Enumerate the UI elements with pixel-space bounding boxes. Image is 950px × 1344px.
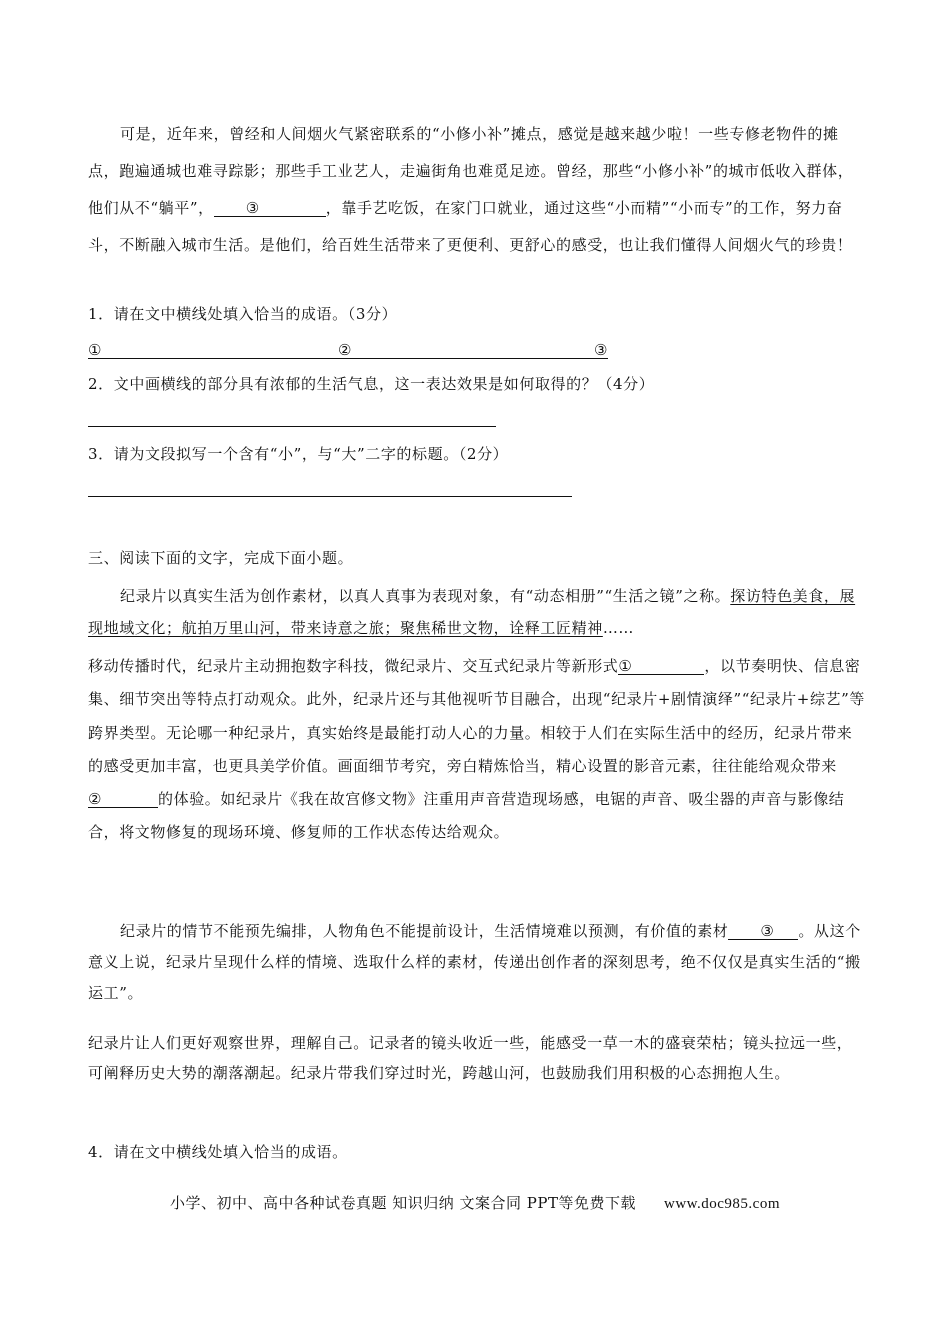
blank-number: ③ bbox=[760, 922, 775, 940]
section-3-blank-2[interactable] bbox=[88, 791, 158, 808]
passage-1 bbox=[88, 116, 866, 264]
section-3-blank-1[interactable] bbox=[618, 658, 704, 675]
section-3-paragraph-4 bbox=[88, 1028, 866, 1088]
question-1-answer-row bbox=[88, 340, 866, 360]
passage-1-text-a: 可是，近年来，曾经和人间烟火气紧密联系的“小修小补”摊点，感觉是越来越少啦！一些专修老物件的摊点，跑遍通城也难寻踪影；那些手工业艺人，走遍街角也难觅足迹。曾经，那些“小修小补”的城市低收入群体，他们从不“躺平”， bbox=[88, 125, 854, 217]
question-4 bbox=[88, 1142, 866, 1162]
paragraph-text: 。从这个意义上说，纪录片呈现什么样的情境、选取什么样的素材，传递出创作者的深刻思考，绝不仅仅是真实生活的“搬运工”。 bbox=[88, 922, 861, 1002]
question-3-text: 3．请为文段拟写一个含有“小”，与“大”二字的标题。（2分） bbox=[88, 445, 509, 463]
question-2-text: 2．文中画横线的部分具有浓郁的生活气息，这一表达效果是如何取得的？（4分） bbox=[88, 375, 655, 393]
paragraph-text: 纪录片以真实生活为创作素材，以真人真事为表现对象，有“动态相册”“生活之镜”之称。 bbox=[120, 587, 731, 605]
answer-blank-3[interactable] bbox=[594, 342, 608, 359]
passage-1-blank-3[interactable] bbox=[214, 200, 326, 217]
question-2-answer-line[interactable] bbox=[88, 426, 496, 427]
question-3 bbox=[88, 444, 866, 464]
paragraph-text: 纪录片让人们更好观察世界，理解自己。记录者的镜头收近一些，能感受一草一木的盛衰荣枯；镜头拉远一些，可阐释历史大势的潮落潮起。纪录片带我们穿过时光，跨越山河，也鼓励我们用积极的心态拥抱人生。 bbox=[88, 1034, 853, 1082]
question-3-answer-line[interactable] bbox=[88, 496, 572, 497]
underlined-passage: 探访特色美食，展现地域文化；航拍万里山河，带来诗意之旅；聚焦稀世文物，诠释工匠精神 bbox=[88, 587, 856, 637]
question-2 bbox=[88, 374, 866, 394]
section-3-blank-3[interactable] bbox=[728, 923, 798, 940]
section-3-heading bbox=[88, 548, 866, 568]
blank-number: ③ bbox=[245, 199, 260, 217]
paragraph-text: 的体验。如纪录片《我在故宫修文物》注重用声音营造现场感，电锯的声音、吸尘器的声音与影像结合，将文物修复的现场环境、修复师的工作状态传达给观众。 bbox=[88, 790, 845, 842]
blank-number: ② bbox=[338, 341, 352, 359]
paragraph-text: 纪录片的情节不能预先编排，人物角色不能提前设计，生活情境难以预测，有价值的素材 bbox=[120, 922, 729, 940]
footer-url[interactable]: www.doc985.com bbox=[663, 1196, 780, 1212]
blank-number: ① bbox=[88, 341, 102, 359]
passage-1-text-b: ，靠手艺吃饭，在家门口就业，通过这些“小而精”“小而专”的工作，努力奋斗，不断融入城市生活。是他们，给百姓生活带来了更便利、更舒心的感受，也让我们懂得人间烟火气的珍贵！ bbox=[88, 199, 853, 254]
section-3-heading-text: 三、阅读下面的文字，完成下面小题。 bbox=[88, 549, 354, 567]
section-3-paragraph-2 bbox=[88, 650, 866, 850]
paragraph-text: 移动传播时代，纪录片主动拥抱数字科技，微纪录片、交互式纪录片等新形式 bbox=[88, 657, 619, 675]
ellipsis: …… bbox=[602, 619, 635, 637]
footer-text: 小学、初中、高中各种试卷真题 知识归纳 文案合同 PPT等免费下载 bbox=[169, 1194, 636, 1212]
blank-number: ① bbox=[618, 657, 633, 675]
question-1 bbox=[88, 304, 866, 324]
question-1-text: 1．请在文中横线处填入恰当的成语。（3分） bbox=[88, 305, 398, 323]
section-3-paragraph-1 bbox=[88, 580, 866, 644]
paragraph-text: ，以节奏明快、信息密集、细节突出等特点打动观众。此外，纪录片还与其他视听节目融合，出现“纪录片+剧情演绎”“纪录片+综艺”等跨界类型。无论哪一种纪录片，真实始终是最能打动人心的力量。相较于人们在实际生活中的经历，纪录片带来的感受更加丰富，也更具美学价值。画面细节考究，旁白精炼恰当，精心设置的影音元素，往往能给观众带来 bbox=[88, 657, 866, 775]
section-3-paragraph-3 bbox=[88, 916, 866, 1009]
answer-blank-1[interactable] bbox=[88, 342, 338, 359]
blank-number: ③ bbox=[594, 341, 608, 359]
page-footer bbox=[0, 1192, 950, 1213]
question-4-text: 4．请在文中横线处填入恰当的成语。 bbox=[88, 1143, 348, 1161]
answer-blank-2[interactable] bbox=[338, 342, 594, 359]
blank-number: ② bbox=[88, 790, 103, 809]
